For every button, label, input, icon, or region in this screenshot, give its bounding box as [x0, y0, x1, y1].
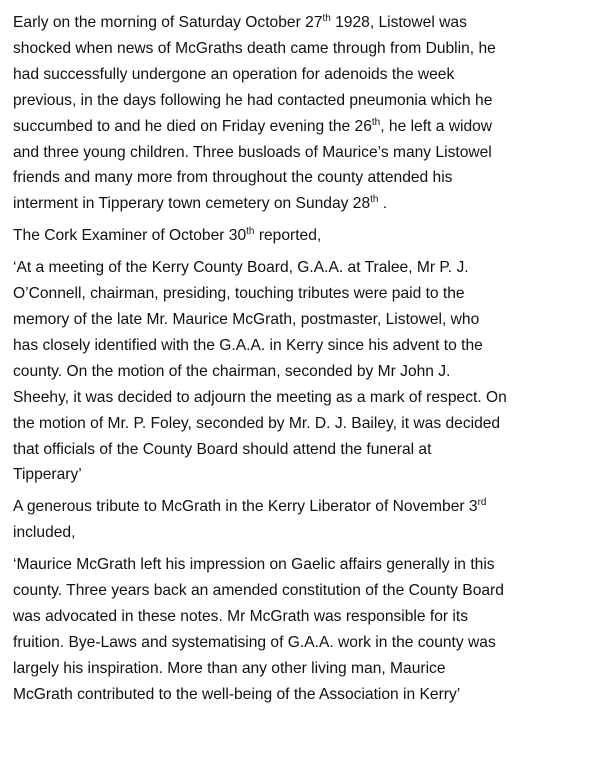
text-run: had successfully undergone an operation for adenoids the week — [13, 65, 455, 83]
text-line — [13, 66, 454, 83]
text-run: ‘Maurice McGrath left his impression on Gaelic affairs generally in this — [13, 556, 495, 574]
text-line — [13, 660, 446, 677]
text-run: The Cork Examiner of October 30 — [13, 227, 247, 245]
text-run: succumbed to and he died on Friday evening the 26 — [13, 117, 372, 135]
text-line — [13, 144, 492, 161]
text-run: previous, in the days following he had contacted pneumonia which he — [13, 91, 493, 109]
text-run: county. On the motion of the chairman, seconded by Mr John J. — [13, 362, 451, 380]
paragraph — [13, 223, 603, 249]
paragraph — [13, 494, 603, 546]
text-line — [13, 311, 479, 328]
text-run: largely his inspiration. More than any other living man, Maurice — [13, 659, 446, 677]
text-line — [13, 285, 465, 302]
document-page — [13, 10, 603, 714]
text-run: county. Three years back an amended constitution of the County Board — [13, 582, 504, 600]
text-run: Early on the morning of Saturday October 27 — [13, 14, 323, 31]
text-line — [13, 556, 495, 573]
text-line — [13, 524, 75, 541]
text-line — [13, 169, 452, 186]
text-run: ‘At a meeting of the Kerry County Board, G.A.A. at Tralee, Mr P. J. — [13, 259, 469, 277]
superscript: rd — [477, 497, 487, 509]
text-line — [13, 415, 500, 432]
superscript: th — [371, 116, 381, 128]
text-line — [13, 14, 467, 31]
text-line — [13, 582, 504, 599]
text-run: and three young children. Three busloads of Maurice’s many Listowel — [13, 143, 492, 161]
paragraph — [13, 255, 603, 488]
text-run: the motion of Mr. P. Foley, seconded by Mr. D. J. Bailey, it was decided — [13, 414, 501, 432]
text-line — [13, 92, 492, 109]
text-line — [13, 466, 82, 483]
text-run: fruition. Bye-Laws and systematising of G.A.A. work in the county was — [13, 633, 496, 651]
text-line — [13, 363, 450, 380]
text-run: O’Connell, chairman, presiding, touching tributes were paid to the — [13, 285, 465, 303]
text-line — [13, 389, 507, 406]
text-run: shocked when news of McGraths death came through from Dublin, he — [13, 39, 496, 57]
text-line — [13, 608, 468, 625]
text-run: reported, — [254, 227, 322, 245]
text-run: friends and many more from throughout the county attended his — [13, 169, 453, 187]
text-run: interment in Tipperary town cemetery on Sunday 28 — [13, 195, 371, 213]
text-run: . — [378, 195, 388, 213]
text-line — [13, 441, 431, 458]
text-run: , he left a widow — [380, 117, 493, 135]
paragraph — [13, 552, 603, 707]
text-line — [13, 634, 496, 651]
text-line — [13, 337, 483, 354]
paragraph — [13, 10, 603, 217]
text-run: Sheehy, it was decided to adjourn the meeting as a mark of respect. On — [13, 388, 507, 406]
text-line — [13, 227, 321, 244]
text-run: has closely identified with the G.A.A. in Kerry since his advent to the — [13, 336, 483, 354]
superscript: th — [370, 194, 379, 206]
text-run: memory of the late Mr. Maurice McGrath, postmaster, Listowel, who — [13, 310, 480, 328]
text-line — [13, 259, 469, 276]
text-run: that officials of the County Board should attend the funeral at — [13, 440, 432, 458]
text-line — [13, 498, 486, 515]
text-run: 1928, Listowel was — [330, 14, 467, 31]
text-line — [13, 195, 387, 212]
text-line — [13, 686, 460, 703]
superscript: th — [246, 226, 255, 238]
text-run: included, — [13, 524, 76, 542]
text-run: McGrath contributed to the well-being of the Association in Kerry’ — [13, 685, 461, 703]
text-line — [13, 118, 492, 135]
text-run: was advocated in these notes. Mr McGrath was responsible for its — [13, 607, 469, 625]
superscript: th — [322, 12, 331, 24]
text-run: A generous tribute to McGrath in the Kerry Liberator of November 3 — [13, 498, 478, 516]
text-line — [13, 40, 496, 57]
text-run: Tipperary’ — [13, 466, 82, 484]
